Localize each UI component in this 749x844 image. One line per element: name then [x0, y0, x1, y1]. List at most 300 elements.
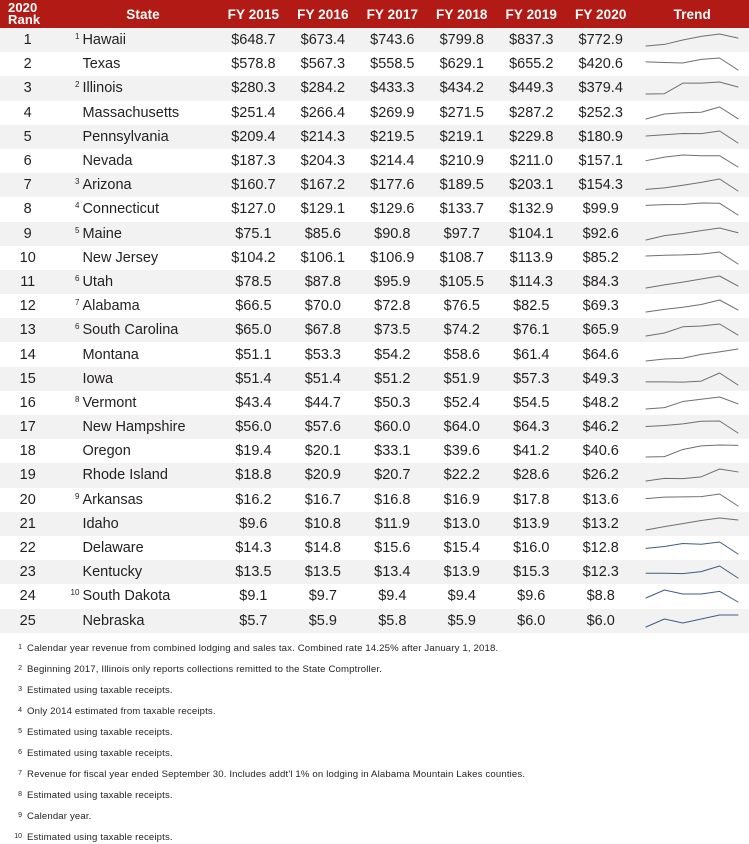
table-row[interactable]: [0, 294, 749, 318]
cell-fy2016: $284.2: [300, 80, 346, 97]
footnote-marker: 1: [74, 32, 80, 42]
table-row[interactable]: [0, 173, 749, 197]
cell-fy2017: $9.4: [378, 588, 407, 605]
cell-fy2020: $12.3: [582, 564, 619, 581]
cell-rank: 22: [19, 540, 36, 557]
trend-sparkline: [642, 562, 742, 582]
table-row[interactable]: [0, 125, 749, 149]
footnote-item: [8, 748, 741, 760]
trend-sparkline: [642, 369, 742, 389]
table-row[interactable]: [0, 367, 749, 391]
cell-fy2015: $19.4: [235, 443, 272, 460]
cell-rank: 1: [23, 32, 32, 49]
cell-fy2018: $74.2: [443, 322, 480, 339]
table-row[interactable]: [0, 76, 749, 100]
trend-sparkline: [642, 465, 742, 485]
state-name: Illinois: [82, 80, 123, 97]
trend-sparkline: [642, 586, 742, 606]
cell-fy2018: $105.5: [439, 273, 484, 290]
table-row[interactable]: [0, 536, 749, 560]
cell-fy2020: $6.0: [586, 612, 615, 629]
footnote-marker: 6: [74, 273, 80, 283]
cell-fy2020: $8.8: [586, 588, 615, 605]
cell-fy2018: $434.2: [439, 80, 484, 97]
cell-fy2019: $114.3: [509, 273, 553, 290]
state-name: Oregon: [82, 443, 131, 460]
cell-trend: [635, 463, 749, 487]
cell-trend: [635, 391, 749, 415]
cell-fy2018: $629.1: [439, 56, 484, 73]
header-row: [0, 0, 749, 28]
footnote-marker: 7: [74, 298, 80, 308]
footnote-item: [8, 769, 741, 781]
cell-fy2016: $5.9: [308, 612, 337, 629]
rank-header-line2: Rank: [8, 12, 41, 27]
cell-fy2017: $177.6: [370, 177, 415, 194]
cell-fy2019: $229.8: [509, 128, 554, 145]
cell-trend: [635, 342, 749, 366]
cell-fy2016: $106.1: [300, 249, 346, 266]
cell-state: [67, 609, 218, 633]
cell-rank: 21: [19, 515, 36, 532]
cell-rank: 6: [23, 153, 32, 170]
cell-trend: [635, 560, 749, 584]
cell-fy2020: $48.2: [582, 394, 619, 411]
trend-sparkline: [642, 611, 742, 631]
state-name: Nevada: [82, 153, 133, 170]
state-name: Montana: [82, 346, 139, 363]
cell-fy2019: $449.3: [509, 80, 554, 97]
column-header-fy2016: FY 2016: [297, 6, 349, 22]
cell-fy2018: $13.0: [443, 515, 480, 532]
table-body: [0, 28, 749, 633]
cell-trend: [635, 149, 749, 173]
cell-fy2020: $26.2: [582, 467, 619, 484]
cell-rank: 9: [23, 225, 32, 242]
table-row[interactable]: [0, 101, 749, 125]
cell-fy2016: $10.8: [304, 515, 341, 532]
cell-fy2019: $132.9: [509, 201, 554, 218]
cell-state: [67, 76, 218, 100]
cell-fy2016: $567.3: [300, 56, 346, 73]
cell-fy2020: $252.3: [578, 104, 623, 121]
cell-fy2019: $82.5: [513, 298, 550, 315]
cell-rank: 12: [19, 298, 36, 315]
cell-fy2016: $67.8: [304, 322, 341, 339]
cell-fy2016: $14.8: [304, 540, 341, 557]
cell-fy2015: $5.7: [239, 612, 268, 629]
cell-rank: 25: [19, 612, 36, 629]
trend-sparkline: [642, 441, 742, 461]
cell-fy2016: $673.4: [300, 32, 346, 49]
trend-sparkline: [642, 345, 742, 365]
cell-trend: [635, 584, 749, 608]
cell-fy2019: $837.3: [509, 32, 554, 49]
trend-sparkline: [642, 103, 742, 123]
footnote-item: [8, 643, 741, 655]
cell-trend: [635, 125, 749, 149]
footnote-number: 1: [18, 643, 22, 651]
table-row[interactable]: [0, 439, 749, 463]
cell-state: [67, 536, 218, 560]
cell-rank: 2: [23, 56, 32, 73]
trend-sparkline: [642, 54, 742, 74]
cell-state: [67, 149, 218, 173]
cell-fy2019: $76.1: [513, 322, 550, 339]
footnote-number: 10: [14, 832, 22, 840]
state-name: Massachusetts: [82, 104, 180, 121]
cell-fy2020: $180.9: [578, 128, 623, 145]
cell-fy2020: $157.1: [578, 153, 623, 170]
cell-state: [67, 439, 218, 463]
column-header-trend: Trend: [673, 6, 711, 22]
cell-fy2016: $20.9: [304, 467, 341, 484]
cell-fy2019: $28.6: [513, 467, 550, 484]
cell-fy2016: $85.6: [304, 225, 341, 242]
cell-state: [67, 173, 218, 197]
cell-state: [67, 101, 218, 125]
cell-rank: 10: [19, 249, 36, 266]
cell-fy2018: $51.9: [443, 370, 480, 387]
column-header-fy2020: FY 2020: [574, 6, 627, 22]
cell-fy2020: $379.4: [578, 80, 623, 97]
footnote-number: 3: [18, 685, 22, 693]
cell-state: [67, 342, 218, 366]
cell-state: [67, 222, 218, 246]
cell-fy2018: $799.8: [439, 32, 484, 49]
state-name: Nebraska: [82, 612, 145, 629]
cell-rank: 19: [19, 467, 36, 484]
cell-fy2016: $16.7: [304, 491, 341, 508]
cell-fy2019: $15.3: [513, 564, 550, 581]
cell-fy2017: $73.5: [374, 322, 411, 339]
table-row[interactable]: [0, 609, 749, 633]
cell-fy2017: $5.8: [378, 612, 407, 629]
footnote-item: [8, 811, 741, 823]
cell-fy2019: $17.8: [513, 491, 550, 508]
cell-fy2015: $104.2: [231, 249, 276, 266]
column-header-fy2019: FY 2019: [505, 6, 558, 22]
cell-state: [67, 294, 218, 318]
cell-state: [67, 318, 218, 342]
trend-sparkline: [642, 30, 742, 50]
cell-trend: [635, 415, 749, 439]
cell-fy2017: $214.4: [370, 153, 415, 170]
cell-fy2020: $40.6: [582, 443, 619, 460]
footnote-marker: 4: [74, 201, 80, 211]
footnote-text: Estimated using taxable receipts.: [27, 831, 173, 843]
column-header-rank: [0, 0, 67, 28]
cell-fy2019: $16.0: [513, 540, 550, 557]
cell-trend: [635, 173, 749, 197]
cell-rank: 16: [19, 394, 36, 411]
footnote-marker: 8: [74, 394, 80, 404]
trend-sparkline: [642, 417, 742, 437]
column-header-fy2015: FY 2015: [227, 6, 280, 22]
footnote-text: Calendar year revenue from combined lodging and sales tax. Combined rate 14.25% after January 1, 2018.: [27, 642, 499, 654]
footnote-text: Estimated using taxable receipts.: [27, 726, 173, 738]
cell-trend: [635, 367, 749, 391]
cell-fy2017: $33.1: [374, 443, 411, 460]
cell-fy2015: $56.0: [235, 419, 272, 436]
cell-rank: 5: [23, 128, 32, 145]
cell-fy2017: $16.8: [374, 491, 411, 508]
state-name: Pennsylvania: [82, 128, 169, 145]
cell-fy2020: $13.6: [582, 491, 619, 508]
cell-rank: 7: [23, 177, 32, 194]
cell-fy2016: $70.0: [304, 298, 341, 315]
cell-fy2018: $133.7: [439, 201, 484, 218]
table-row[interactable]: [0, 391, 749, 415]
cell-rank: 23: [19, 564, 36, 581]
cell-fy2019: $287.2: [509, 104, 554, 121]
cell-rank: 17: [19, 419, 36, 436]
cell-fy2015: $648.7: [231, 32, 276, 49]
state-name: Hawaii: [82, 32, 126, 49]
cell-state: [67, 415, 218, 439]
cell-fy2015: $9.6: [239, 515, 268, 532]
cell-rank: 18: [19, 443, 36, 460]
cell-rank: 3: [23, 80, 32, 97]
cell-rank: 13: [19, 322, 36, 339]
table-row[interactable]: [0, 318, 749, 342]
cell-trend: [635, 318, 749, 342]
cell-trend: [635, 52, 749, 76]
trend-sparkline: [642, 296, 742, 316]
cell-fy2015: $280.3: [231, 80, 276, 97]
cell-fy2015: $9.1: [239, 588, 268, 605]
cell-state: [67, 463, 218, 487]
cell-fy2017: $743.6: [370, 32, 415, 49]
cell-fy2017: $11.9: [374, 515, 410, 532]
cell-fy2019: $655.2: [509, 56, 554, 73]
table-row[interactable]: [0, 488, 749, 512]
trend-sparkline: [642, 272, 742, 292]
cell-rank: 8: [23, 201, 32, 218]
state-name: Texas: [82, 56, 121, 73]
cell-fy2018: $39.6: [443, 443, 480, 460]
cell-fy2015: $18.8: [235, 467, 272, 484]
state-name: Kentucky: [82, 564, 143, 581]
footnote-item: [8, 727, 741, 739]
cell-state: [67, 584, 218, 608]
footnote-text: Revenue for fiscal year ended September 30. Includes addt'l 1% on lodging in Alabama Mountain Lakes counties.: [27, 768, 526, 780]
table-row[interactable]: [0, 584, 749, 608]
cell-fy2018: $189.5: [439, 177, 484, 194]
cell-fy2020: $84.3: [582, 273, 619, 290]
cell-fy2015: $75.1: [235, 225, 272, 242]
state-name: Arkansas: [82, 491, 143, 508]
cell-state: [67, 560, 218, 584]
cell-state: [67, 197, 218, 221]
cell-fy2019: $113.9: [509, 249, 553, 266]
footnote-marker: 3: [74, 177, 80, 187]
footnote-marker: 9: [74, 491, 80, 501]
state-name: Iowa: [82, 370, 114, 387]
cell-fy2020: $64.6: [582, 346, 619, 363]
state-name: Idaho: [82, 515, 119, 532]
cell-trend: [635, 536, 749, 560]
cell-fy2017: $558.5: [370, 56, 415, 73]
trend-sparkline: [642, 127, 742, 147]
cell-state: [67, 125, 218, 149]
footnote-number: 7: [18, 769, 22, 777]
cell-trend: [635, 222, 749, 246]
trend-sparkline: [642, 151, 742, 171]
cell-fy2016: $13.5: [304, 564, 341, 581]
column-header-fy2018: FY 2018: [436, 6, 488, 22]
cell-fy2019: $54.5: [513, 394, 550, 411]
state-name: New Jersey: [82, 249, 159, 266]
state-name: South Carolina: [82, 322, 179, 339]
cell-fy2018: $5.9: [447, 612, 476, 629]
table-header: [0, 0, 749, 28]
table-row[interactable]: [0, 52, 749, 76]
cell-fy2018: $22.2: [443, 467, 480, 484]
footnote-number: 9: [18, 811, 22, 819]
table-row[interactable]: [0, 28, 749, 52]
cell-fy2017: $129.6: [370, 201, 415, 218]
footnote-item: [8, 790, 741, 802]
cell-state: [67, 246, 218, 270]
cell-fy2017: $269.9: [370, 104, 415, 121]
trend-sparkline: [642, 175, 742, 195]
cell-state: [67, 270, 218, 294]
cell-trend: [635, 76, 749, 100]
cell-fy2015: $51.1: [235, 346, 272, 363]
cell-fy2016: $87.8: [304, 273, 341, 290]
cell-rank: 11: [20, 273, 36, 290]
cell-fy2018: $64.0: [443, 419, 480, 436]
state-name: New Hampshire: [82, 419, 186, 436]
state-name: Rhode Island: [82, 467, 168, 484]
cell-fy2015: $43.4: [235, 394, 272, 411]
cell-fy2017: $433.3: [370, 80, 415, 97]
cell-fy2019: $203.1: [509, 177, 554, 194]
cell-trend: [635, 101, 749, 125]
footnote-text: Beginning 2017, Illinois only reports collections remitted to the State Comptroller.: [27, 663, 382, 675]
cell-fy2019: $61.4: [513, 346, 550, 363]
state-name: Maine: [82, 225, 122, 242]
cell-fy2016: $51.4: [304, 370, 341, 387]
cell-trend: [635, 28, 749, 52]
cell-fy2016: $20.1: [304, 443, 341, 460]
cell-fy2018: $219.1: [439, 128, 484, 145]
cell-fy2020: $13.2: [582, 515, 619, 532]
footnote-text: Calendar year.: [27, 810, 92, 822]
table-row[interactable]: [0, 560, 749, 584]
cell-fy2018: $271.5: [439, 104, 484, 121]
state-name: Arizona: [82, 177, 132, 194]
cell-trend: [635, 270, 749, 294]
cell-fy2020: $12.8: [582, 540, 619, 557]
footnote-number: 6: [18, 748, 22, 756]
trend-sparkline: [642, 490, 742, 510]
cell-fy2015: $251.4: [231, 104, 276, 121]
trend-sparkline: [642, 78, 742, 98]
footnotes-section: [0, 633, 749, 844]
cell-rank: 24: [19, 588, 36, 605]
table-row[interactable]: [0, 270, 749, 294]
footnote-marker: 10: [70, 588, 80, 598]
cell-fy2015: $66.5: [235, 298, 272, 315]
cell-fy2020: $85.2: [582, 249, 619, 266]
cell-state: [67, 52, 218, 76]
state-name: Delaware: [82, 540, 144, 557]
cell-fy2018: $16.9: [443, 491, 480, 508]
cell-fy2016: $266.4: [300, 104, 346, 121]
footnote-number: 8: [18, 790, 22, 798]
cell-fy2017: $106.9: [370, 249, 415, 266]
cell-trend: [635, 246, 749, 270]
cell-fy2016: $167.2: [300, 177, 346, 194]
table-row[interactable]: [0, 342, 749, 366]
cell-fy2017: $54.2: [374, 346, 411, 363]
cell-rank: 14: [19, 346, 36, 363]
footnote-marker: 5: [74, 225, 80, 235]
table-row[interactable]: [0, 222, 749, 246]
cell-fy2020: $99.9: [582, 201, 619, 218]
table-row[interactable]: [0, 512, 749, 536]
cell-fy2017: $95.9: [374, 273, 411, 290]
table-row[interactable]: [0, 149, 749, 173]
cell-state: [67, 391, 218, 415]
cell-fy2019: $41.2: [513, 443, 550, 460]
cell-fy2020: $772.9: [578, 32, 623, 49]
cell-fy2018: $9.4: [447, 588, 476, 605]
cell-fy2016: $53.3: [304, 346, 341, 363]
cell-fy2020: $154.3: [578, 177, 623, 194]
cell-fy2019: $13.9: [513, 515, 550, 532]
cell-state: [67, 367, 218, 391]
cell-fy2015: $160.7: [231, 177, 276, 194]
column-header-fy2017: FY 2017: [366, 6, 419, 22]
cell-fy2019: $104.1: [509, 225, 554, 242]
cell-fy2015: $51.4: [235, 370, 272, 387]
cell-fy2020: $92.6: [582, 225, 619, 242]
cell-fy2018: $58.6: [443, 346, 480, 363]
cell-fy2015: $65.0: [235, 322, 272, 339]
state-name: South Dakota: [82, 588, 171, 605]
footnote-marker: 6: [74, 322, 80, 332]
footnote-number: 4: [18, 706, 22, 714]
table-row[interactable]: [0, 415, 749, 439]
state-name: Alabama: [82, 298, 140, 315]
trend-sparkline: [642, 320, 742, 340]
state-name: Vermont: [82, 394, 137, 411]
cell-trend: [635, 609, 749, 633]
trend-sparkline: [642, 199, 742, 219]
cell-fy2015: $209.4: [231, 128, 276, 145]
table-row[interactable]: [0, 197, 749, 221]
cell-fy2016: $129.1: [300, 201, 346, 218]
cell-fy2015: $127.0: [231, 201, 276, 218]
table-row[interactable]: [0, 246, 749, 270]
cell-fy2019: $6.0: [517, 612, 546, 629]
cell-fy2015: $13.5: [235, 564, 272, 581]
footnote-text: Estimated using taxable receipts.: [27, 747, 173, 759]
cell-fy2017: $50.3: [374, 394, 411, 411]
cell-fy2019: $57.3: [513, 370, 550, 387]
table-row[interactable]: [0, 463, 749, 487]
cell-fy2017: $20.7: [374, 467, 411, 484]
footnote-item: [8, 664, 741, 676]
rank-header-line1: 2020: [8, 0, 38, 15]
cell-fy2016: $9.7: [308, 588, 337, 605]
cell-fy2016: $204.3: [300, 153, 346, 170]
cell-fy2020: $65.9: [582, 322, 619, 339]
cell-fy2018: $76.5: [443, 298, 480, 315]
